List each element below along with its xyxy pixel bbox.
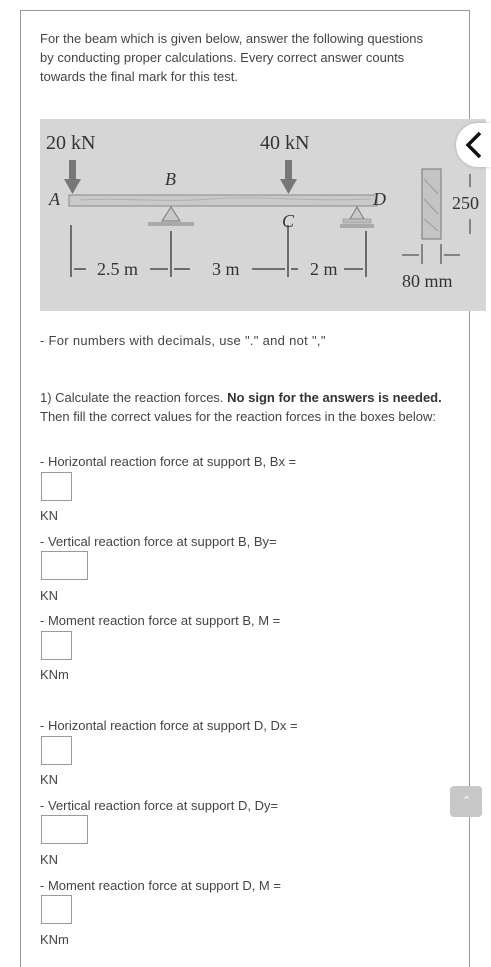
label-a: A <box>49 189 60 209</box>
question-emphasis: No sign for the answers is needed. <box>227 390 442 405</box>
chevron-up-icon: ⌃ <box>462 795 472 807</box>
bx-input[interactable] <box>41 472 72 501</box>
field-dy-unit: KN <box>40 852 59 867</box>
scroll-top-button[interactable] <box>450 786 482 817</box>
field-bx-unit: KN <box>40 508 59 523</box>
field-dx-label: - Horizontal reaction force at support D, Dx = <box>40 718 298 733</box>
beam-diagram <box>40 119 486 311</box>
field-dy-label: - Vertical reaction force at support D, Dy= <box>40 798 279 813</box>
label-b: B <box>165 169 176 189</box>
beam <box>69 195 377 206</box>
field-mb-label: - Moment reaction force at support B, M = <box>40 613 281 628</box>
field-dx-unit: KN <box>40 772 59 787</box>
field-bx-label: - Horizontal reaction force at support B, Bx = <box>40 454 297 469</box>
by-input[interactable] <box>41 551 88 580</box>
md-input[interactable] <box>41 895 72 924</box>
section-width-label: 80 mm <box>402 271 453 291</box>
load-right-label: 40 kN <box>260 132 310 154</box>
field-by-label: - Vertical reaction force at support B, By= <box>40 534 277 549</box>
question-1 <box>40 388 455 426</box>
dimension-2: 3 m <box>212 259 240 279</box>
chevron-left-icon <box>456 123 491 167</box>
field-md-label: - Moment reaction force at support D, M = <box>40 878 281 893</box>
field-md-unit: KNm <box>40 932 69 947</box>
dimension-1: 2.5 m <box>97 259 139 279</box>
collapse-button[interactable] <box>456 123 491 167</box>
support-d <box>340 207 374 228</box>
question-tail: Then fill the correct values for the reaction forces in the boxes below: <box>40 409 436 424</box>
question-intro: For the beam which is given below, answer the following questions by conducting proper calculations. Every correct answer counts towards the final mark for this test. <box>40 31 423 84</box>
field-mb-unit: KNm <box>40 667 69 682</box>
decimal-note: - For numbers with decimals, use "." and not "," <box>40 333 326 348</box>
label-c: C <box>282 211 295 231</box>
load-left-label: 20 kN <box>46 132 96 154</box>
support-b <box>148 207 194 226</box>
dy-input[interactable] <box>41 815 88 844</box>
field-by-unit: KN <box>40 588 59 603</box>
section-height-label: 250 <box>452 193 479 213</box>
dimension-3: 2 m <box>310 259 338 279</box>
mb-input[interactable] <box>41 631 72 660</box>
question-lead: 1) Calculate the reaction forces. <box>40 390 224 405</box>
dx-input[interactable] <box>41 736 72 765</box>
beam-figure <box>40 119 486 311</box>
load-left-arrow <box>64 160 81 194</box>
label-d: D <box>373 189 386 209</box>
load-right-arrow <box>280 160 297 194</box>
cross-section <box>402 169 470 264</box>
